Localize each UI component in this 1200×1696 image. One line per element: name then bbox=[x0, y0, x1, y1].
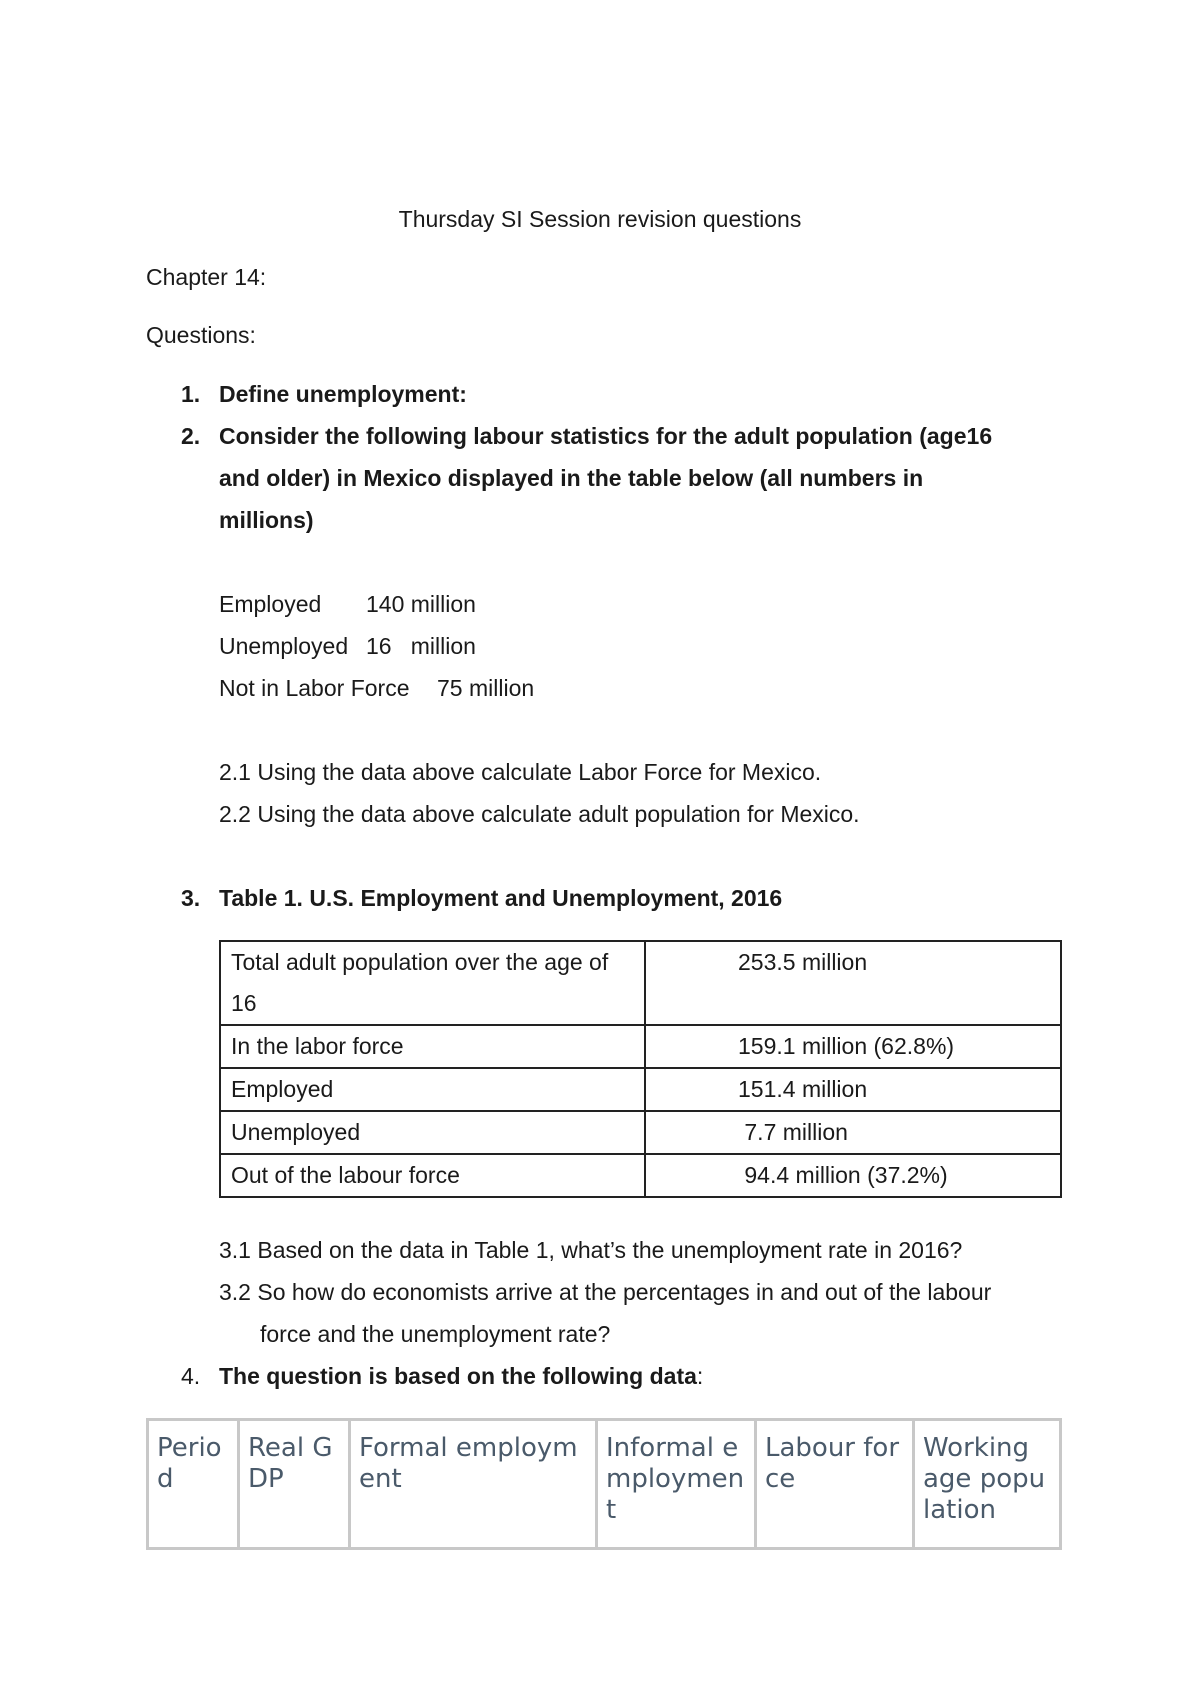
stat-value-unemployed: 16 million bbox=[366, 633, 476, 659]
row-value: 151.4 million bbox=[645, 1068, 1061, 1111]
q4-number: 4. bbox=[181, 1363, 201, 1389]
column-header-working-age-population bbox=[914, 1420, 1061, 1549]
q2-line: millions) bbox=[219, 507, 314, 533]
table-header-row bbox=[148, 1420, 1061, 1549]
row-label: Total adult population over the age of bbox=[231, 949, 609, 975]
q4-intro bbox=[219, 1362, 703, 1390]
questions-label: Questions: bbox=[146, 322, 256, 348]
q2-sub-2: 2.2 Using the data above calculate adult population for Mexico. bbox=[219, 801, 860, 827]
row-label: In the labor force bbox=[220, 1025, 645, 1068]
stat-label-not-in-labor-force: Not in Labor Force bbox=[219, 675, 410, 701]
data-table bbox=[146, 1418, 1062, 1550]
row-value: 253.5 million bbox=[645, 941, 1061, 1025]
q3-sub-1: 3.1 Based on the data in Table 1, what’s the unemployment rate in 2016? bbox=[219, 1237, 963, 1263]
q3-sub-2-line-1: 3.2 So how do economists arrive at the percentages in and out of the labour bbox=[219, 1279, 992, 1305]
row-label: Employed bbox=[220, 1068, 645, 1111]
q4-colon: : bbox=[696, 1363, 704, 1389]
table-row bbox=[220, 1025, 1061, 1068]
table-row bbox=[220, 1068, 1061, 1111]
row-label: Unemployed bbox=[220, 1111, 645, 1154]
row-value: 7.7 million bbox=[645, 1111, 1061, 1154]
page-title: Thursday SI Session revision questions bbox=[398, 206, 802, 232]
q2-line: Consider the following labour statistics for the adult population (age16 bbox=[219, 423, 993, 449]
stat-label-employed: Employed bbox=[219, 591, 322, 617]
q1-text: Define unemployment: bbox=[219, 381, 467, 407]
q3-number: 3. bbox=[181, 885, 201, 911]
row-value: 159.1 million (62.8%) bbox=[645, 1025, 1061, 1068]
chapter-label: Chapter 14: bbox=[146, 264, 267, 290]
table-cell bbox=[220, 941, 645, 1025]
q4-text: The question is based on the following data bbox=[219, 1363, 697, 1389]
q2-line: and older) in Mexico displayed in the table below (all numbers in bbox=[219, 465, 924, 491]
q3-sub-2-line-2: force and the unemployment rate? bbox=[260, 1321, 611, 1347]
header-text: Working age population bbox=[923, 1433, 1046, 1525]
employment-table bbox=[219, 940, 1062, 1198]
row-value: 94.4 million (37.2%) bbox=[645, 1154, 1061, 1197]
q1-number: 1. bbox=[181, 381, 201, 407]
q3-table-title: Table 1. U.S. Employment and Unemployment, 2016 bbox=[219, 885, 783, 911]
table-row bbox=[220, 941, 1061, 1025]
stat-label-unemployed: Unemployed bbox=[219, 633, 349, 659]
column-header-labour-force: Labour force bbox=[756, 1420, 914, 1549]
stat-value-not-in-labor-force: 75 million bbox=[437, 675, 535, 701]
q2-number: 2. bbox=[181, 423, 201, 449]
stat-value-employed: 140 million bbox=[366, 591, 476, 617]
q2-sub-1: 2.1 Using the data above calculate Labor Force for Mexico. bbox=[219, 759, 822, 785]
column-header-period: Period bbox=[148, 1420, 239, 1549]
column-header-informal-employment: Informal employment bbox=[597, 1420, 756, 1549]
column-header-real-gdp: Real GDP bbox=[239, 1420, 350, 1549]
table-row bbox=[220, 1154, 1061, 1197]
table-row bbox=[220, 1111, 1061, 1154]
column-header-formal-employment: Formal employment bbox=[350, 1420, 597, 1549]
row-label: Out of the labour force bbox=[220, 1154, 645, 1197]
row-label: 16 bbox=[231, 990, 257, 1016]
